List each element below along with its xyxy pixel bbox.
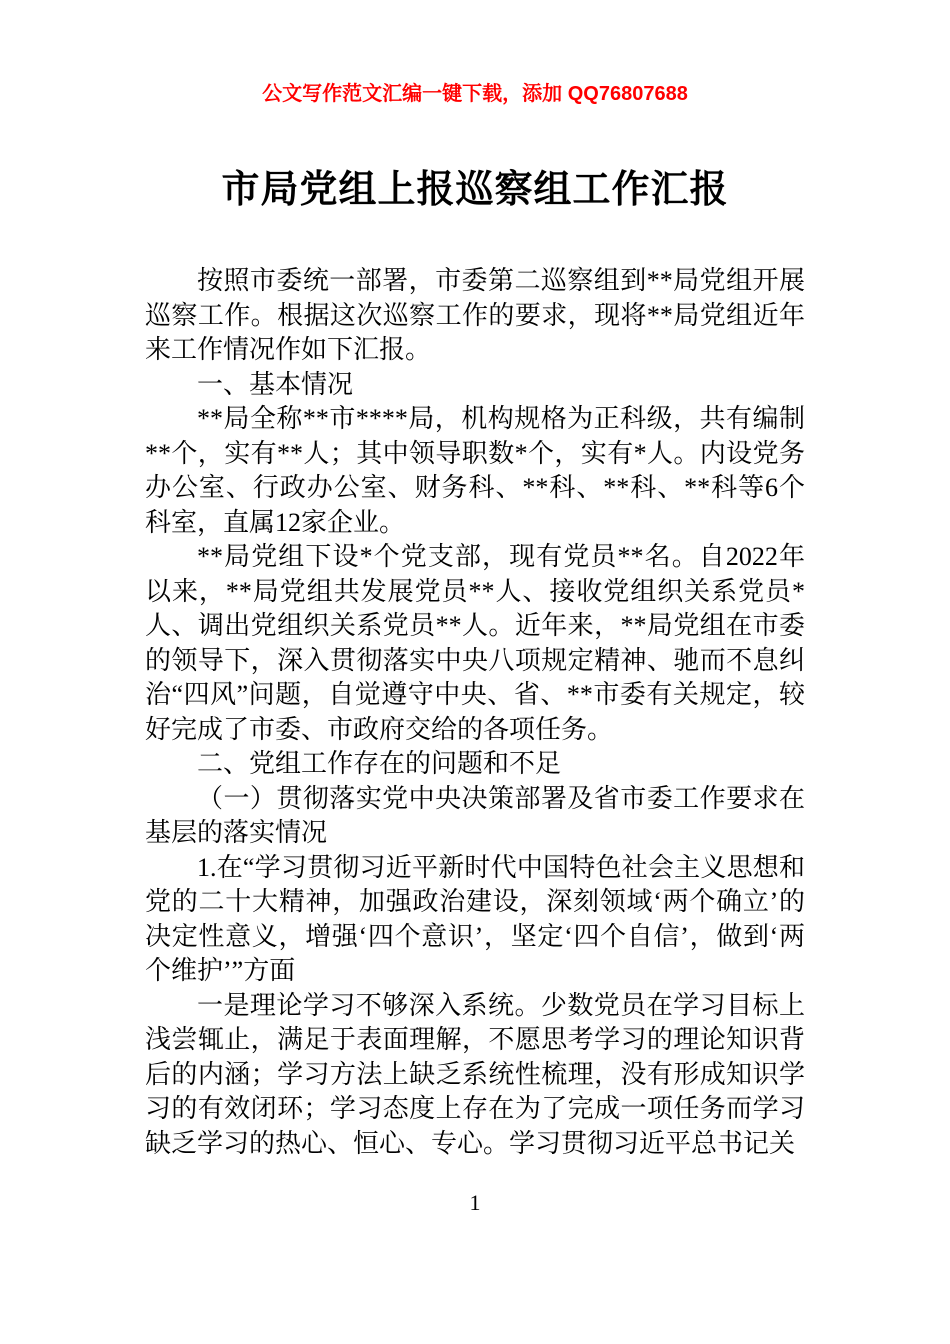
section-heading-basic-situation: 一、基本情况	[197, 369, 354, 399]
document-title: 市局党组上报巡察组工作汇报	[221, 169, 729, 211]
paragraph-issue-theory-study: 一是理论学习不够深入系统。少数党员在学习目标上浅尝辄止，满足于表面理解，不愿思考学习的理论知识背后的内涵；学习方法上缺乏系统性梳理，没有形成知识学习的有效闭环；学习态度上存在为了完成一项任务而学习缺乏学习的热心、恒心、专心。学习贯彻习近平总书记关	[145, 990, 805, 1158]
paragraph-party-building: **局党组下设*个党支部，现有党员**名。自2022年以来，**局党组共发展党员**人、接收党组织关系党员*人、调出党组织关系党员**人。近年来，**局党组在市委的领导下，深入贯彻落实中央八项规定精神、驰而不息纠治“四风”问题，自觉遵守中央、省、**市委有关规定，较好完成了市委、市政府交给的各项任务。	[145, 542, 805, 744]
page-number: 1	[469, 1190, 481, 1215]
subsection-heading-implementation: （一）贯彻落实党中央决策部署及省市委工作要求在基层的落实情况	[145, 783, 805, 847]
promo-header-text: 公文写作范文汇编一键下载，添加 QQ76807688	[262, 83, 688, 105]
point-heading-study: 1.在“学习贯彻习近平新时代中国特色社会主义思想和党的二十大精神，加强政治建设，深刻领域‘两个确立’的决定性意义，增强‘四个意识’，坚定‘四个自信’，做到‘两个维护’”方面	[145, 852, 805, 985]
document-body	[145, 264, 805, 1161]
section-heading-problems: 二、党组工作存在的问题和不足	[197, 749, 562, 778]
paragraph-intro: 按照市委统一部署，市委第二巡察组到**局党组开展巡察工作。根据这次巡察工作的要求，现将**局党组近年来工作情况作如下汇报。	[145, 266, 805, 364]
paragraph-org-overview: **局全称**市****局，机构规格为正科级，共有编制**个，实有**人；其中领导职数*个，实有*人。内设党务办公室、行政办公室、财务科、**科、**科、**科等6个科室，直属12家企业。	[145, 404, 805, 537]
